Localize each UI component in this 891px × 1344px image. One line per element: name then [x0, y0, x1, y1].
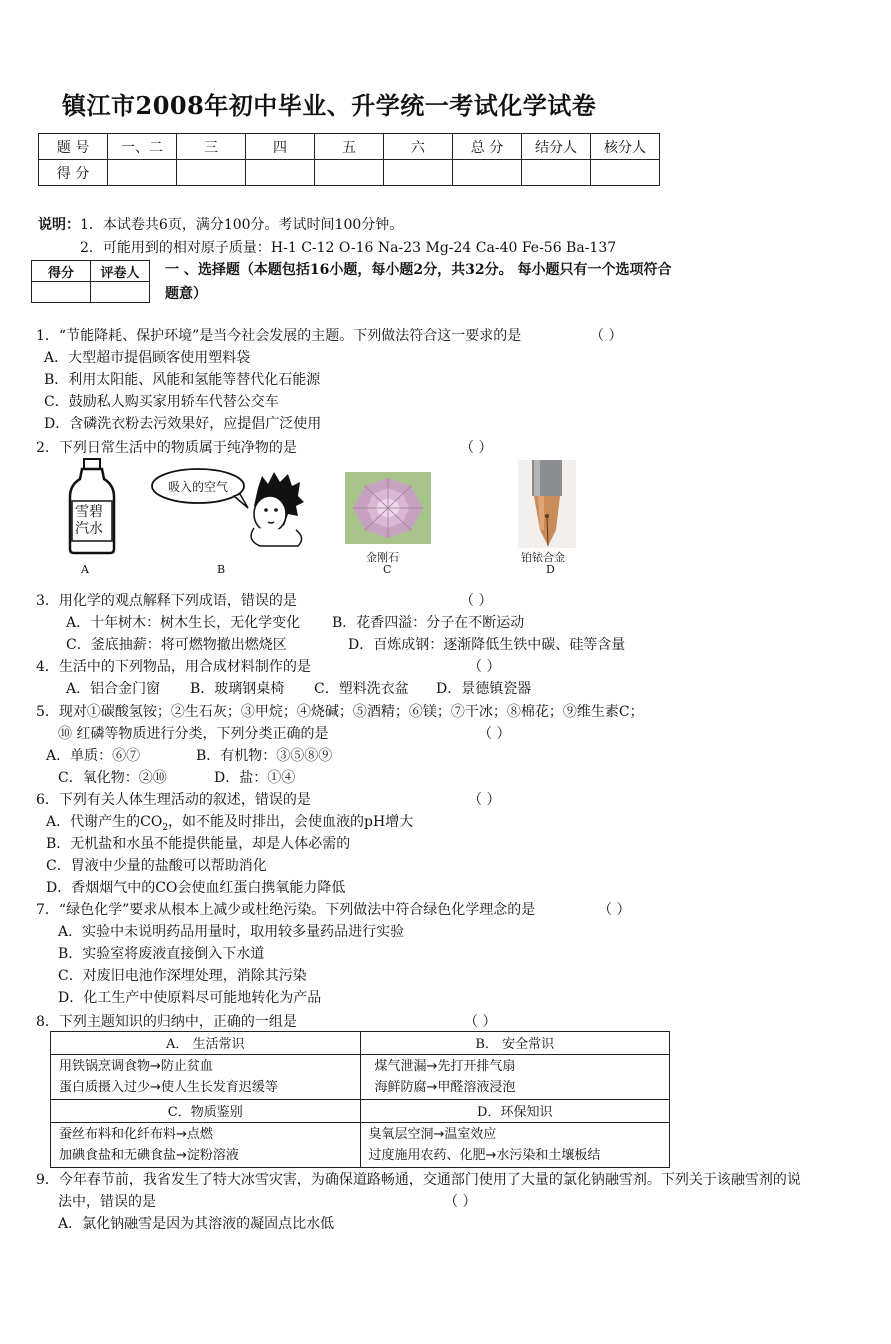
page-title: 镇江市2008年初中毕业、升学统一考试化学试卷: [62, 91, 597, 120]
score-row-label: 得 分: [39, 160, 108, 186]
grader-score-header: 得分: [32, 261, 91, 282]
knowledge-d-heading: D．环保知识: [360, 1100, 670, 1123]
knowledge-c-heading: C．物质鉴别: [51, 1100, 361, 1123]
section-heading: 一 、选择题（本题包括16小题，每小题2分，共32分。 每小题只有一个选项符合题意）: [165, 262, 672, 302]
q7-option-d: D．化工生产中使原料尽可能地转化为产品: [58, 990, 322, 1006]
score-cell: [246, 160, 315, 186]
picture-label-b: B: [217, 563, 226, 576]
picture-label-a: A: [81, 563, 89, 576]
notes-text-1: 1．本试卷共6页，满分100分。考试时间100分钟。: [80, 217, 404, 233]
knowledge-a-item-2: 蛋白质摄入过少→使人生长发育迟缓等: [59, 1080, 278, 1095]
q6-option-a: [46, 811, 413, 833]
knowledge-c-item-1: 蚕丝布料和化纤布料→点燃: [59, 1127, 213, 1142]
q2-answer-paren: （ ）: [460, 440, 493, 456]
q5-stem-continued: ⑩ 红磷等物质进行分类，下列分类正确的是: [58, 726, 329, 742]
knowledge-a-item-1: 用铁锅烹调食物→防止贫血: [59, 1059, 213, 1074]
q9-answer-paren: （ ）: [444, 1194, 477, 1210]
q1-option-b: B．利用太阳能、风能和氢能等替代化石能源: [44, 372, 321, 388]
q9-stem: 9．今年春节前，我省发生了特大冰雪灾害，为确保道路畅通，交通部门使用了大量的氯化钠融雪剂。下列关于该融雪剂的说: [36, 1172, 801, 1188]
knowledge-a-body: [51, 1055, 361, 1100]
q5-option-b: B．有机物：③⑤⑧⑨: [196, 748, 333, 764]
q8-answer-paren: （ ）: [464, 1014, 497, 1030]
score-header-cell: 五: [315, 134, 384, 160]
knowledge-d-item-2: 过度施用农药、化肥→水污染和土壤板结: [368, 1148, 601, 1163]
score-header-cell: 题 号: [39, 134, 108, 160]
q5-stem: 5．现对①碳酸氢铵；②生石灰；③甲烷；④烧碱；⑤酒精；⑥镁；⑦干冰；⑧棉花；⑨维生素C；: [36, 704, 644, 720]
q7-answer-paren: （ ）: [598, 902, 631, 918]
score-header-cell: 四: [246, 134, 315, 160]
score-cell: [591, 160, 660, 186]
q9-option-a: A．氯化钠融雪是因为其溶液的凝固点比水低: [58, 1216, 335, 1232]
score-cell: [384, 160, 453, 186]
q6-stem: 6．下列有关人体生理活动的叙述，错误的是: [36, 792, 311, 808]
knowledge-b-item-2: 海鲜防腐→甲醛溶液浸泡: [374, 1080, 516, 1095]
score-cell: [522, 160, 591, 186]
score-cell: [177, 160, 246, 186]
score-table-score-row: [39, 160, 660, 186]
q6-option-c: C．胃液中少量的盐酸可以帮助消化: [46, 858, 267, 874]
score-header-cell: 三: [177, 134, 246, 160]
picture-label-c: C: [383, 563, 392, 576]
q4-option-c: C．塑料洗衣盆: [314, 681, 409, 697]
notes-label: 说明：: [38, 217, 80, 233]
q6-option-d: D．香烟烟气中的CO会使血红蛋白携氧能力降低: [46, 880, 346, 896]
q2-stem: 2．下列日常生活中的物质属于纯净物的是: [36, 440, 297, 456]
q6-option-a-subscript: 2: [162, 822, 169, 833]
score-header-cell: 总 分: [453, 134, 522, 160]
knowledge-c-item-2: 加碘食盐和无碘食盐→淀粉溶液: [59, 1148, 239, 1163]
q1-option-d: D．含磷洗衣粉去污效果好，应提倡广泛使用: [44, 416, 322, 432]
knowledge-d-item-1: 臭氧层空洞→温室效应: [368, 1127, 497, 1142]
knowledge-b-item-1: 煤气泄漏→先打开排气扇: [374, 1059, 516, 1074]
q7-stem: 7．“绿色化学”要求从根本上减少或杜绝污染。下列做法中符合绿色化学理念的是: [36, 902, 536, 918]
score-cell: [108, 160, 177, 186]
knowledge-b-heading: B． 安全常识: [360, 1032, 670, 1055]
q6-option-b: B．无机盐和水虽不能提供能量，却是人体必需的: [46, 836, 351, 852]
pen-nib-label: 铂铱合金: [521, 551, 565, 564]
q5-answer-paren: （ ）: [478, 726, 511, 742]
diamond-label: 金刚石: [366, 551, 399, 564]
q3-answer-paren: （ ）: [460, 593, 493, 609]
grader-name-header: 评卷人: [91, 261, 150, 282]
grader-table: [31, 260, 150, 303]
pen-nib-image: [518, 460, 576, 548]
score-header-cell: 结分人: [522, 134, 591, 160]
soda-bottle-label: 雪碧汽水: [75, 504, 103, 537]
q4-option-d: D．景德镇瓷器: [436, 681, 532, 697]
q5-option-c: C．氧化物：②⑩: [58, 770, 167, 786]
q6-option-a-pre: A．代谢产生的CO: [46, 814, 163, 830]
grader-name-cell: [91, 282, 150, 303]
q3-option-a: A．十年树木：树木生长，无化学变化: [66, 615, 301, 631]
q1-option-a: A．大型超市提倡顾客使用塑料袋: [44, 350, 251, 366]
q3-option-d: D．百炼成钢：逐渐降低生铁中碳、硅等含量: [348, 637, 626, 653]
q8-stem: 8．下列主题知识的归纳中，正确的一组是: [36, 1014, 297, 1030]
picture-label-d: D: [546, 563, 555, 576]
q6-answer-paren: （ ）: [468, 792, 501, 808]
knowledge-c-body: [51, 1123, 361, 1168]
q1-stem: 1．“节能降耗、保护环境”是当今社会发展的主题。下列做法符合这一要求的是: [36, 328, 522, 344]
knowledge-b-body: [360, 1055, 670, 1100]
q1-answer-paren: （ ）: [590, 328, 623, 344]
q3-stem: 3．用化学的观点解释下列成语，错误的是: [36, 593, 297, 609]
grader-score-cell: [32, 282, 91, 303]
q3-option-c: C．釜底抽薪：将可燃物撤出燃烧区: [66, 637, 287, 653]
speech-bubble-text: 吸入的空气: [168, 480, 229, 494]
q4-answer-paren: （ ）: [468, 659, 501, 675]
diamond-image: [345, 472, 431, 544]
q7-option-c: C．对废旧电池作深埋处理，消除其污染: [58, 968, 307, 984]
knowledge-table: [50, 1031, 670, 1168]
score-table: [38, 133, 660, 186]
q3-option-b: B．花香四溢：分子在不断运动: [332, 615, 525, 631]
score-header-cell: 一、二: [108, 134, 177, 160]
q4-stem: 4．生活中的下列物品，用合成材料制作的是: [36, 659, 311, 675]
score-header-cell: 六: [384, 134, 453, 160]
q7-option-a: A．实验中未说明药品用量时，取用较多量药品进行实验: [58, 924, 405, 940]
score-cell: [453, 160, 522, 186]
q5-option-d: D．盐：①④: [214, 770, 296, 786]
score-table-header-row: [39, 134, 660, 160]
q4-option-b: B．玻璃钢桌椅: [190, 681, 285, 697]
score-cell: [315, 160, 384, 186]
knowledge-a-heading: A． 生活常识: [51, 1032, 361, 1055]
q5-option-a: A．单质：⑥⑦: [46, 748, 141, 764]
q1-option-c: C．鼓励私人购买家用轿车代替公交车: [44, 394, 279, 410]
knowledge-d-body: [360, 1123, 670, 1168]
notes-line-1: [38, 214, 403, 234]
score-header-cell: 核分人: [591, 134, 660, 160]
q9-stem-continued: 法中，错误的是: [58, 1194, 156, 1210]
q7-option-b: B．实验室将废液直接倒入下水道: [58, 946, 265, 962]
q6-option-a-post: ，如不能及时排出，会使血液的pH增大: [168, 814, 414, 830]
notes-line-2: 2．可能用到的相对原子质量：H-1 C-12 O-16 Na-23 Mg-24 Ca-40 Fe-56 Ba-137: [80, 240, 617, 256]
q4-option-a: A．铝合金门窗: [66, 681, 161, 697]
